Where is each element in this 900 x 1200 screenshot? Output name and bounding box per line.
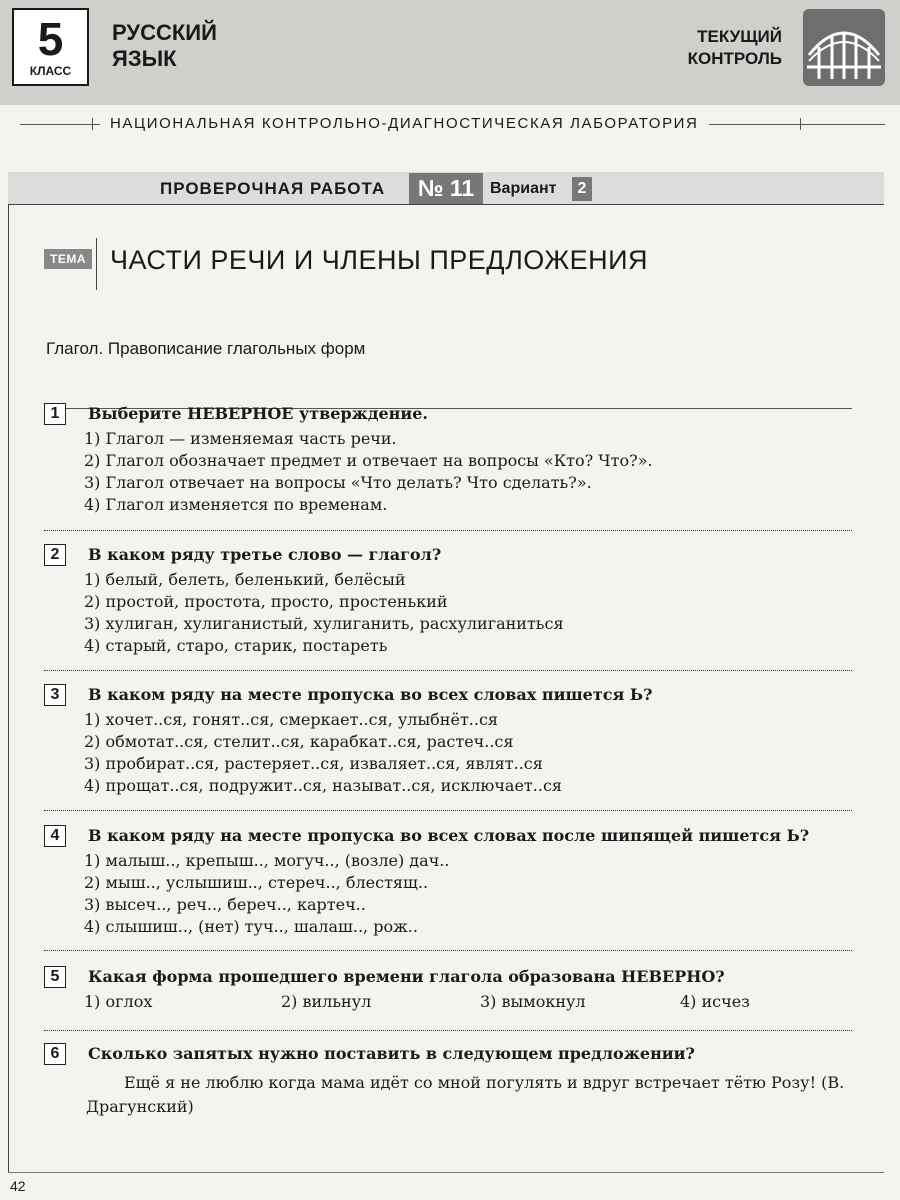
question-text: Какая форма прошедшего времени глагола образована НЕВЕРНО? (88, 967, 725, 986)
answer-option[interactable]: 1) хочет..ся, гонят..ся, смеркает..ся, улыбнёт..ся (84, 710, 499, 729)
work-frame (8, 172, 884, 1172)
answer-option[interactable]: 1) оглох (84, 992, 153, 1011)
answer-option[interactable]: 4) Глагол изменяется по временам. (84, 495, 388, 514)
answer-options (84, 709, 562, 797)
answer-option[interactable]: 1) малыш.., крепыш.., могуч.., (возле) дач.. (84, 851, 450, 870)
question-separator (44, 950, 852, 951)
lab-tick-right (800, 118, 801, 130)
answer-option[interactable]: 2) вильнул (281, 992, 372, 1011)
grade-label: КЛАСС (29, 64, 72, 78)
question-number: 5 (44, 966, 66, 988)
question-text: Выберите НЕВЕРНОЕ утверждение. (88, 404, 428, 423)
answer-option[interactable]: 3) вымокнул (480, 992, 586, 1011)
question-number: 2 (44, 544, 66, 566)
control-line-1: ТЕКУЩИЙ (697, 27, 782, 46)
grade-number: 5 (37, 13, 64, 65)
question-text: В каком ряду на месте пропуска во всех словах после шипящей пишется Ь? (88, 826, 810, 845)
lab-name: НАЦИОНАЛЬНАЯ КОНТРОЛЬНО-ДИАГНОСТИЧЕСКАЯ ЛАБОРАТОРИЯ (100, 114, 709, 134)
answer-option[interactable]: 2) мыш.., услышиш.., стереч.., блестящ.. (84, 873, 429, 892)
answer-option[interactable]: 1) Глагол — изменяемая часть речи. (84, 429, 397, 448)
question-number: 6 (44, 1043, 66, 1065)
work-title: ПРОВЕРОЧНАЯ РАБОТА (160, 179, 386, 198)
page-header (0, 0, 900, 105)
subject-line-1: РУССКИЙ (112, 20, 217, 45)
question-number: 4 (44, 825, 66, 847)
topic-badge: ТЕМА (44, 249, 92, 269)
topic-title: ЧАСТИ РЕЧИ И ЧЛЕНЫ ПРЕДЛОЖЕНИЯ (110, 245, 649, 275)
answer-option[interactable]: 4) прощат..ся, подружит..ся, называт..ся, исключает..ся (84, 776, 562, 795)
answer-option[interactable]: 2) обмотат..ся, стелит..ся, карабкат..ся, растеч..ся (84, 732, 514, 751)
bridge-logo-icon (803, 9, 885, 86)
page-number: 42 (10, 1178, 26, 1194)
control-type (688, 26, 782, 70)
answer-option[interactable]: 4) старый, старо, старик, постареть (84, 636, 388, 655)
question-text: В каком ряду третье слово — глагол? (88, 545, 442, 564)
question-separator (44, 530, 852, 531)
answer-options (84, 428, 653, 516)
subject-line-2: ЯЗЫК (112, 46, 177, 71)
grade-box (12, 8, 89, 86)
answer-option[interactable]: 3) хулиган, хулиганистый, хулиганить, расхулиганиться (84, 614, 564, 633)
question-number: 3 (44, 684, 66, 706)
answer-option[interactable]: 2) Глагол обозначает предмет и отвечает на вопросы «Кто? Что?». (84, 451, 653, 470)
control-line-2: КОНТРОЛЬ (687, 49, 782, 68)
question-separator (44, 670, 852, 671)
question-separator (44, 810, 852, 811)
topic-divider (96, 238, 97, 290)
answer-option[interactable]: 3) пробират..ся, растеряет..ся, изваляет..ся, являт..ся (84, 754, 543, 773)
work-number: № 11 (409, 173, 483, 204)
question-text: Сколько запятых нужно поставить в следующем предложении? (88, 1044, 695, 1063)
answer-option[interactable]: 4) слышиш.., (нет) туч.., шалаш.., рож.. (84, 917, 418, 936)
question-number: 1 (44, 403, 66, 425)
answer-option[interactable]: 2) простой, простота, просто, простенький (84, 592, 448, 611)
variant-number: 2 (572, 177, 592, 201)
page-bottom-line (8, 1172, 884, 1173)
answer-option[interactable]: 3) высеч.., реч.., береч.., картеч.. (84, 895, 366, 914)
question-text: В каком ряду на месте пропуска во всех словах пишется Ь? (88, 685, 653, 704)
question-separator (44, 1030, 852, 1031)
answer-options (84, 569, 564, 657)
subtopic: Глагол. Правописание глагольных форм (46, 339, 366, 358)
answer-option[interactable]: 3) Глагол отвечает на вопросы «Что делать? Что сделать?». (84, 473, 592, 492)
quote-sentence: Ещё я не люблю когда мама идёт со мной погулять и вдруг встречает тётю Розу! (В. Драгунский) (86, 1073, 845, 1116)
answer-options (84, 850, 449, 938)
variant-label: Вариант (490, 180, 557, 197)
answer-option[interactable]: 4) исчез (680, 992, 750, 1011)
lab-tick-left (92, 118, 93, 130)
subject-title (112, 20, 217, 72)
answer-option[interactable]: 1) белый, белеть, беленький, белёсый (84, 570, 406, 589)
